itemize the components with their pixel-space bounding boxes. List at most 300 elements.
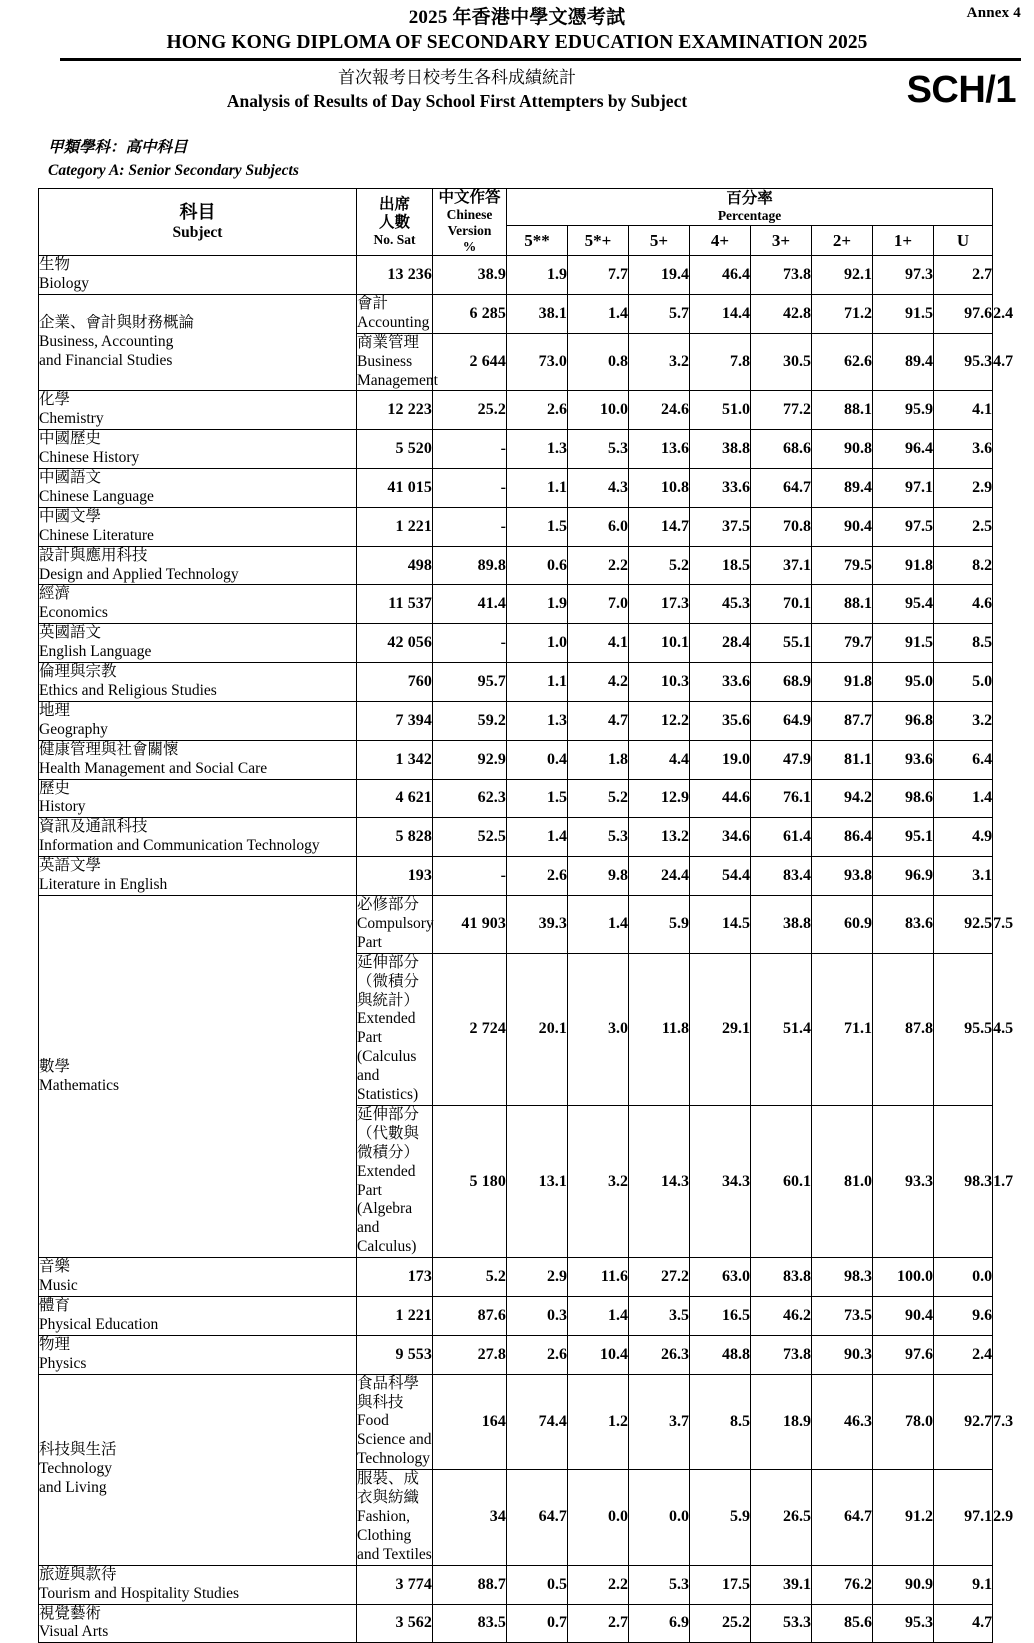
subject-sub-en: Food Science and Technology (357, 1412, 432, 1468)
no-sat-cell: 1 342 (357, 740, 433, 779)
subject-name-zh: 音樂 (39, 1258, 71, 1276)
col-header-grade-5p: 5+ (629, 226, 690, 256)
table-row (39, 1565, 993, 1604)
subject-sub-en-2: (Algebra and Calculus) (357, 1200, 417, 1256)
table-row (39, 701, 993, 740)
pct-cell-5+: 27.2 (629, 1258, 690, 1297)
subject-name-zh: 英國語文 (39, 624, 102, 642)
pct-cell-U: 0.0 (934, 1258, 993, 1297)
pct-cell-5+: 13.2 (629, 818, 690, 857)
pct-cell-5**: 1.4 (568, 895, 629, 953)
subject-name-zh: 中國語文 (39, 469, 102, 487)
pct-cell-4+: 38.8 (751, 895, 812, 953)
col-header-grade-5sp: 5*+ (568, 226, 629, 256)
no-sat-cell: 173 (357, 1258, 433, 1297)
chinese-version-cell: 74.4 (507, 1374, 568, 1470)
col-header-no-sat-zh2: 人數 (378, 214, 410, 232)
pct-cell-5**: 3.0 (568, 953, 629, 1105)
col-header-grade-u: U (934, 226, 993, 256)
pct-cell-5+: 12.9 (629, 779, 690, 818)
pct-cell-5**: 2.9 (507, 1258, 568, 1297)
pct-cell-5**: 1.0 (507, 624, 568, 663)
table-row (39, 507, 993, 546)
subject-group-zh: 科技與生活 (39, 1441, 117, 1459)
subject-sub-zh: 必修部分 (357, 895, 420, 913)
pct-cell-U: 8.5 (934, 624, 993, 663)
subject-name-en: Design and Applied Technology (39, 565, 239, 583)
no-sat-cell: 6 285 (433, 294, 507, 333)
col-header-chinese-en2: Version (447, 223, 492, 239)
pct-cell-U: 2.9 (934, 469, 993, 508)
pct-cell-1+: 97.1 (873, 469, 934, 508)
pct-cell-1+: 97.1 (934, 1470, 993, 1566)
pct-cell-1+: 95.4 (873, 585, 934, 624)
no-sat-cell: 41 903 (433, 895, 507, 953)
pct-cell-1+: 92.7 (934, 1374, 993, 1470)
subject-name-zh: 地理 (39, 701, 71, 719)
chinese-version-cell: 38.1 (507, 294, 568, 333)
pct-cell-5**: 0.0 (568, 1470, 629, 1566)
pct-cell-5**: 1.5 (507, 507, 568, 546)
pct-cell-5*+: 2.7 (568, 1604, 629, 1643)
results-table-wrapper (38, 188, 1014, 1643)
pct-cell-1+: 95.3 (934, 333, 993, 391)
subject-name-zh: 生物 (39, 256, 71, 274)
subject-group-en-2: and Financial Studies (39, 352, 173, 370)
no-sat-cell: 5 828 (357, 818, 433, 857)
table-row (39, 1297, 993, 1336)
category-label (48, 137, 1034, 182)
subject-cell (39, 779, 357, 818)
subject-sub-zh: 會計 (357, 294, 389, 312)
pct-cell-5*+: 6.0 (568, 507, 629, 546)
pct-cell-1+: 95.5 (934, 953, 993, 1105)
subject-subcell (357, 294, 433, 333)
subject-name-zh: 健康管理與社會關懷 (39, 740, 179, 758)
subject-group-cell (39, 1374, 357, 1565)
table-row (39, 585, 993, 624)
pct-cell-3+: 46.3 (812, 1374, 873, 1470)
pct-cell-2+: 78.0 (873, 1374, 934, 1470)
pct-cell-5*+: 3.7 (629, 1374, 690, 1470)
pct-cell-5*+: 10.4 (568, 1335, 629, 1374)
pct-cell-4+: 33.6 (690, 663, 751, 702)
pct-cell-3+: 62.6 (812, 333, 873, 391)
subject-name-zh: 經濟 (39, 585, 71, 603)
pct-cell-U: 4.1 (934, 391, 993, 430)
pct-cell-2+: 93.3 (873, 1105, 934, 1257)
pct-cell-5+: 14.7 (629, 507, 690, 546)
pct-cell-3+: 71.1 (812, 953, 873, 1105)
subject-cell (39, 818, 357, 857)
subject-sub-en: Extended Part (357, 1162, 416, 1199)
pct-cell-2+: 79.5 (812, 546, 873, 585)
pct-cell-U: 5.0 (934, 663, 993, 702)
pct-cell-5**: 3.2 (568, 1105, 629, 1257)
pct-cell-4+: 19.0 (690, 740, 751, 779)
subject-name-en: Visual Arts (39, 1623, 109, 1641)
pct-cell-5*+: 5.3 (568, 818, 629, 857)
col-header-chinese-en3: % (462, 239, 477, 255)
pct-cell-5*+: 11.6 (568, 1258, 629, 1297)
table-row (39, 1258, 993, 1297)
subject-group-en-2: and Living (39, 1479, 107, 1497)
table-row (39, 779, 993, 818)
pct-cell-2+: 73.5 (812, 1297, 873, 1336)
subject-sub-zh: 延伸部分（代數與微積分） (357, 1105, 420, 1161)
pct-cell-5**: 0.8 (568, 333, 629, 391)
table-row: 服裝、成衣與紡織 Fashion, Clothing and Textiles 34 64.7 0.0 0.0 5.9 26.5 64.7 91.2 97.1 2.9 (39, 1470, 993, 1566)
subject-sub-en: Fashion, Clothing and Textiles (357, 1507, 432, 1563)
subject-cell (39, 740, 357, 779)
pct-cell-3+: 37.1 (751, 546, 812, 585)
col-header-subject-en: Subject (172, 223, 223, 241)
pct-cell-5*+: 5.3 (568, 430, 629, 469)
pct-cell-1+: 95.1 (873, 818, 934, 857)
subject-name-en: Information and Communication Technology (39, 837, 320, 855)
pct-cell-3+: 73.8 (751, 256, 812, 295)
pct-cell-2+: 98.3 (812, 1258, 873, 1297)
table-row: 延伸部分（微積分與統計） Extended Part (Calculus and Statistics) 2 724 20.1 3.0 11.8 29.1 51.4 71.1 87.8 95.5 4.5 (39, 953, 993, 1105)
pct-cell-3+: 83.8 (751, 1258, 812, 1297)
col-header-grade-4p: 4+ (690, 226, 751, 256)
chinese-version-cell: 73.0 (507, 333, 568, 391)
chinese-version-cell: 62.3 (433, 779, 507, 818)
col-header-grade-1p: 1+ (873, 226, 934, 256)
pct-cell-5+: 10.3 (629, 663, 690, 702)
pct-cell-5**: 2.6 (507, 857, 568, 896)
table-row (39, 469, 993, 508)
subject-group-en: Technology (39, 1460, 112, 1478)
pct-cell-2+: 87.8 (873, 953, 934, 1105)
chinese-version-cell: - (433, 469, 507, 508)
pct-cell-4+: 35.6 (690, 701, 751, 740)
subject-subcell (357, 953, 433, 1105)
pct-cell-5+: 14.5 (690, 895, 751, 953)
pct-cell-5*+: 4.2 (568, 663, 629, 702)
subject-sub-en: Accounting (357, 313, 430, 331)
pct-cell-5+: 3.5 (629, 1297, 690, 1336)
no-sat-cell: 1 221 (357, 1297, 433, 1336)
pct-cell-3+: 83.4 (751, 857, 812, 896)
pct-cell-3+: 60.9 (812, 895, 873, 953)
pct-cell-5**: 1.1 (507, 469, 568, 508)
table-row (39, 740, 993, 779)
pct-cell-5+: 29.1 (690, 953, 751, 1105)
subtitle-block (0, 61, 1034, 119)
pct-cell-5*+: 4.3 (568, 469, 629, 508)
pct-cell-5*+: 5.9 (629, 895, 690, 953)
pct-cell-5+: 19.4 (629, 256, 690, 295)
pct-cell-3+: 64.9 (751, 701, 812, 740)
no-sat-cell: 193 (357, 857, 433, 896)
subject-name-en: Music (39, 1277, 78, 1295)
pct-cell-5+: 24.6 (629, 391, 690, 430)
pct-cell-5+: 7.8 (690, 333, 751, 391)
no-sat-cell: 2 644 (433, 333, 507, 391)
table-row (39, 663, 993, 702)
exam-title-en: HONG KONG DIPLOMA OF SECONDARY EDUCATION EXAMINATION 2025 (166, 31, 868, 53)
pct-cell-5*+: 9.8 (568, 857, 629, 896)
pct-cell-2+: 90.8 (812, 430, 873, 469)
chinese-version-cell: 52.5 (433, 818, 507, 857)
no-sat-cell: 4 621 (357, 779, 433, 818)
chinese-version-cell: 27.8 (433, 1335, 507, 1374)
subject-name-zh: 歷史 (39, 779, 71, 797)
pct-cell-3+: 70.1 (751, 585, 812, 624)
results-table (38, 188, 1014, 1643)
pct-cell-5**: 1.4 (568, 294, 629, 333)
subject-name-zh: 視覺藝術 (39, 1604, 102, 1622)
subject-name-en: Chinese Language (39, 487, 154, 505)
col-header-chinese-version (433, 189, 507, 256)
subject-name-en: Economics (39, 604, 108, 622)
pct-cell-1+: 97.6 (934, 294, 993, 333)
report-code: SCH/1 (906, 69, 1016, 112)
pct-cell-4+: 16.5 (690, 1297, 751, 1336)
pct-cell-5+: 5.9 (690, 1470, 751, 1566)
col-header-subject (39, 189, 357, 256)
pct-cell-5+: 10.8 (629, 469, 690, 508)
subject-name-en: Literature in English (39, 876, 168, 894)
chinese-version-cell: 89.8 (433, 546, 507, 585)
pct-cell-1+: 95.0 (873, 663, 934, 702)
pct-cell-5*+: 2.2 (568, 1565, 629, 1604)
chinese-version-cell: 5.2 (433, 1258, 507, 1297)
pct-cell-5**: 0.4 (507, 740, 568, 779)
subject-sub-zh: 延伸部分（微積分與統計） (357, 953, 420, 1009)
pct-cell-1+: 96.9 (873, 857, 934, 896)
pct-cell-4+: 44.6 (690, 779, 751, 818)
table-row: 延伸部分（代數與微積分） Extended Part (Algebra and Calculus) 5 180 13.1 3.2 14.3 34.3 60.1 81.0 93.3 98.3 1.7 (39, 1105, 993, 1257)
pct-cell-U: 9.6 (934, 1297, 993, 1336)
subject-group-en: Business, Accounting (39, 333, 174, 351)
subject-name-en: History (39, 798, 86, 816)
chinese-version-cell: 64.7 (507, 1470, 568, 1566)
pct-cell-U: 3.1 (934, 857, 993, 896)
table-row: 科技與生活 Technology and Living 食品科學與科技 Food Science and Technology 164 74.4 1.2 3.7 8.5 18.9 46.3 78.0 92.7 7.3 (39, 1374, 993, 1470)
table-row (39, 1335, 993, 1374)
subject-name-en: Biology (39, 274, 89, 292)
pct-cell-1+: 100.0 (873, 1258, 934, 1297)
pct-cell-5*+: 7.0 (568, 585, 629, 624)
report-subtitle-en: Analysis of Results of Day School First Attempters by Subject (226, 91, 688, 112)
subject-name-en: Tourism and Hospitality Studies (39, 1584, 239, 1602)
pct-cell-4+: 60.1 (751, 1105, 812, 1257)
subject-name-zh: 物理 (39, 1335, 71, 1353)
subject-cell (39, 1335, 357, 1374)
no-sat-cell: 7 394 (357, 701, 433, 740)
subject-cell (39, 391, 357, 430)
subject-cell (39, 1258, 357, 1297)
pct-cell-5**: 1.2 (568, 1374, 629, 1470)
subject-subcell (357, 895, 433, 953)
pct-cell-2+: 88.1 (812, 391, 873, 430)
no-sat-cell: 13 236 (357, 256, 433, 295)
subject-name-en: Chinese History (39, 449, 140, 467)
pct-cell-4+: 63.0 (690, 1258, 751, 1297)
pct-cell-U: 8.2 (934, 546, 993, 585)
pct-cell-5**: 1.9 (507, 256, 568, 295)
table-row (39, 430, 993, 469)
pct-cell-1+: 92.5 (934, 895, 993, 953)
subject-name-zh: 中國文學 (39, 507, 102, 525)
subject-name-en: Physics (39, 1354, 87, 1372)
subject-name-en: Geography (39, 720, 108, 738)
subject-subcell (357, 1105, 433, 1257)
chinese-version-cell: 20.1 (507, 953, 568, 1105)
pct-cell-3+: 81.0 (812, 1105, 873, 1257)
pct-cell-5*+: 7.7 (568, 256, 629, 295)
table-head (39, 189, 993, 256)
pct-cell-2+: 92.1 (812, 256, 873, 295)
header-row-1 (39, 189, 993, 226)
pct-cell-1+: 91.8 (873, 546, 934, 585)
pct-cell-5*+: 10.0 (568, 391, 629, 430)
pct-cell-U: 4.7 (934, 1604, 993, 1643)
pct-cell-4+: 51.4 (751, 953, 812, 1105)
subject-name-en: English Language (39, 643, 152, 661)
col-header-grade-3p: 3+ (751, 226, 812, 256)
pct-cell-4+: 38.8 (690, 430, 751, 469)
pct-cell-5*+: 0.0 (629, 1470, 690, 1566)
pct-cell-5*+: 1.8 (568, 740, 629, 779)
pct-cell-5**: 2.6 (507, 1335, 568, 1374)
chinese-version-cell: - (433, 507, 507, 546)
subject-sub-en: Compulsory Part (357, 914, 434, 951)
pct-cell-5+: 5.3 (629, 1565, 690, 1604)
pct-cell-4+: 26.5 (751, 1470, 812, 1566)
pct-cell-1+: 98.6 (873, 779, 934, 818)
pct-cell-5**: 0.5 (507, 1565, 568, 1604)
pct-cell-U: 2.7 (934, 256, 993, 295)
pct-cell-2+: 90.3 (812, 1335, 873, 1374)
pct-cell-2+: 85.6 (812, 1604, 873, 1643)
pct-cell-5+: 8.5 (690, 1374, 751, 1470)
pct-cell-2+: 89.4 (812, 469, 873, 508)
exam-title-zh: 2025 年香港中學文憑考試 (408, 7, 626, 28)
col-header-grade-2p: 2+ (812, 226, 873, 256)
subject-cell (39, 701, 357, 740)
table-row (39, 391, 993, 430)
subject-name-zh: 化學 (39, 391, 71, 409)
pct-cell-U: 1.4 (934, 779, 993, 818)
pct-cell-5*+: 4.1 (568, 624, 629, 663)
pct-cell-3+: 64.7 (812, 1470, 873, 1566)
no-sat-cell: 5 520 (357, 430, 433, 469)
pct-cell-5+: 24.4 (629, 857, 690, 896)
subject-name-zh: 英語文學 (39, 857, 102, 875)
pct-cell-2+: 88.1 (812, 585, 873, 624)
no-sat-cell: 3 774 (357, 1565, 433, 1604)
chinese-version-cell: 92.9 (433, 740, 507, 779)
table-row (39, 818, 993, 857)
pct-cell-1+: 90.4 (873, 1297, 934, 1336)
chinese-version-cell: - (433, 857, 507, 896)
pct-cell-U: 6.4 (934, 740, 993, 779)
pct-cell-1+: 90.9 (873, 1565, 934, 1604)
pct-cell-5+: 10.1 (629, 624, 690, 663)
subject-cell (39, 857, 357, 896)
no-sat-cell: 42 056 (357, 624, 433, 663)
pct-cell-4+: 17.5 (690, 1565, 751, 1604)
pct-cell-4+: 33.6 (690, 469, 751, 508)
subject-subcell (357, 1470, 433, 1566)
pct-cell-1+: 97.5 (873, 507, 934, 546)
pct-cell-1+: 96.4 (873, 430, 934, 469)
pct-cell-4+: 51.0 (690, 391, 751, 430)
chinese-version-cell: 25.2 (433, 391, 507, 430)
pct-cell-5**: 1.1 (507, 663, 568, 702)
pct-cell-4+: 54.4 (690, 857, 751, 896)
pct-cell-2+: 86.4 (812, 818, 873, 857)
no-sat-cell: 41 015 (357, 469, 433, 508)
subject-name-zh: 倫理與宗教 (39, 663, 117, 681)
subject-cell (39, 430, 357, 469)
chinese-version-cell: 87.6 (433, 1297, 507, 1336)
pct-cell-3+: 70.8 (751, 507, 812, 546)
annex-label: Annex 4 (966, 5, 1021, 21)
subject-sub-en: Business Management (357, 352, 438, 389)
pct-cell-2+: 91.5 (873, 294, 934, 333)
subject-name-en: Ethics and Religious Studies (39, 682, 217, 700)
pct-cell-2+: 83.6 (873, 895, 934, 953)
pct-cell-4+: 48.8 (690, 1335, 751, 1374)
pct-cell-2+: 93.8 (812, 857, 873, 896)
chinese-version-cell: 95.7 (433, 663, 507, 702)
pct-cell-5*+: 1.4 (568, 1297, 629, 1336)
no-sat-cell: 9 553 (357, 1335, 433, 1374)
pct-cell-3+: 64.7 (751, 469, 812, 508)
pct-cell-2+: 91.2 (873, 1470, 934, 1566)
pct-cell-5+: 14.4 (690, 294, 751, 333)
subject-cell (39, 1604, 357, 1643)
no-sat-cell: 5 180 (433, 1105, 507, 1257)
pct-cell-5+: 34.3 (690, 1105, 751, 1257)
subject-name-zh: 中國歷史 (39, 430, 102, 448)
col-header-grade-5ss: 5** (507, 226, 568, 256)
pct-cell-3+: 55.1 (751, 624, 812, 663)
pct-cell-3+: 68.9 (751, 663, 812, 702)
subject-sub-en: Extended Part (357, 1010, 416, 1047)
col-header-subject-zh: 科目 (179, 202, 216, 223)
pct-cell-U: 9.1 (934, 1565, 993, 1604)
table-row (39, 857, 993, 896)
pct-cell-5*+: 2.2 (568, 546, 629, 585)
table-row: 數學 Mathematics 必修部分 Compulsory Part 41 903 39.3 1.4 5.9 14.5 38.8 60.9 83.6 92.5 7.5 (39, 895, 993, 953)
pct-cell-U: 4.9 (934, 818, 993, 857)
pct-cell-4+: 25.2 (690, 1604, 751, 1643)
subject-sub-zh: 商業管理 (357, 333, 420, 351)
chinese-version-cell: 41.4 (433, 585, 507, 624)
col-header-chinese-en1: Chinese (446, 207, 493, 223)
pct-cell-5+: 5.2 (629, 546, 690, 585)
pct-cell-4+: 30.5 (751, 333, 812, 391)
pct-cell-2+: 87.7 (812, 701, 873, 740)
chinese-version-cell: - (433, 624, 507, 663)
pct-cell-5+: 17.3 (629, 585, 690, 624)
no-sat-cell: 2 724 (433, 953, 507, 1105)
col-header-no-sat-en: No. Sat (373, 232, 416, 248)
table-row (39, 1604, 993, 1643)
subject-sub-zh: 服裝、成衣與紡織 (357, 1470, 420, 1507)
pct-cell-U: 2.5 (934, 507, 993, 546)
subject-group-zh: 數學 (39, 1057, 71, 1075)
pct-cell-3+: 61.4 (751, 818, 812, 857)
table-row (39, 546, 993, 585)
pct-cell-U: 3.6 (934, 430, 993, 469)
pct-cell-1+: 98.3 (934, 1105, 993, 1257)
